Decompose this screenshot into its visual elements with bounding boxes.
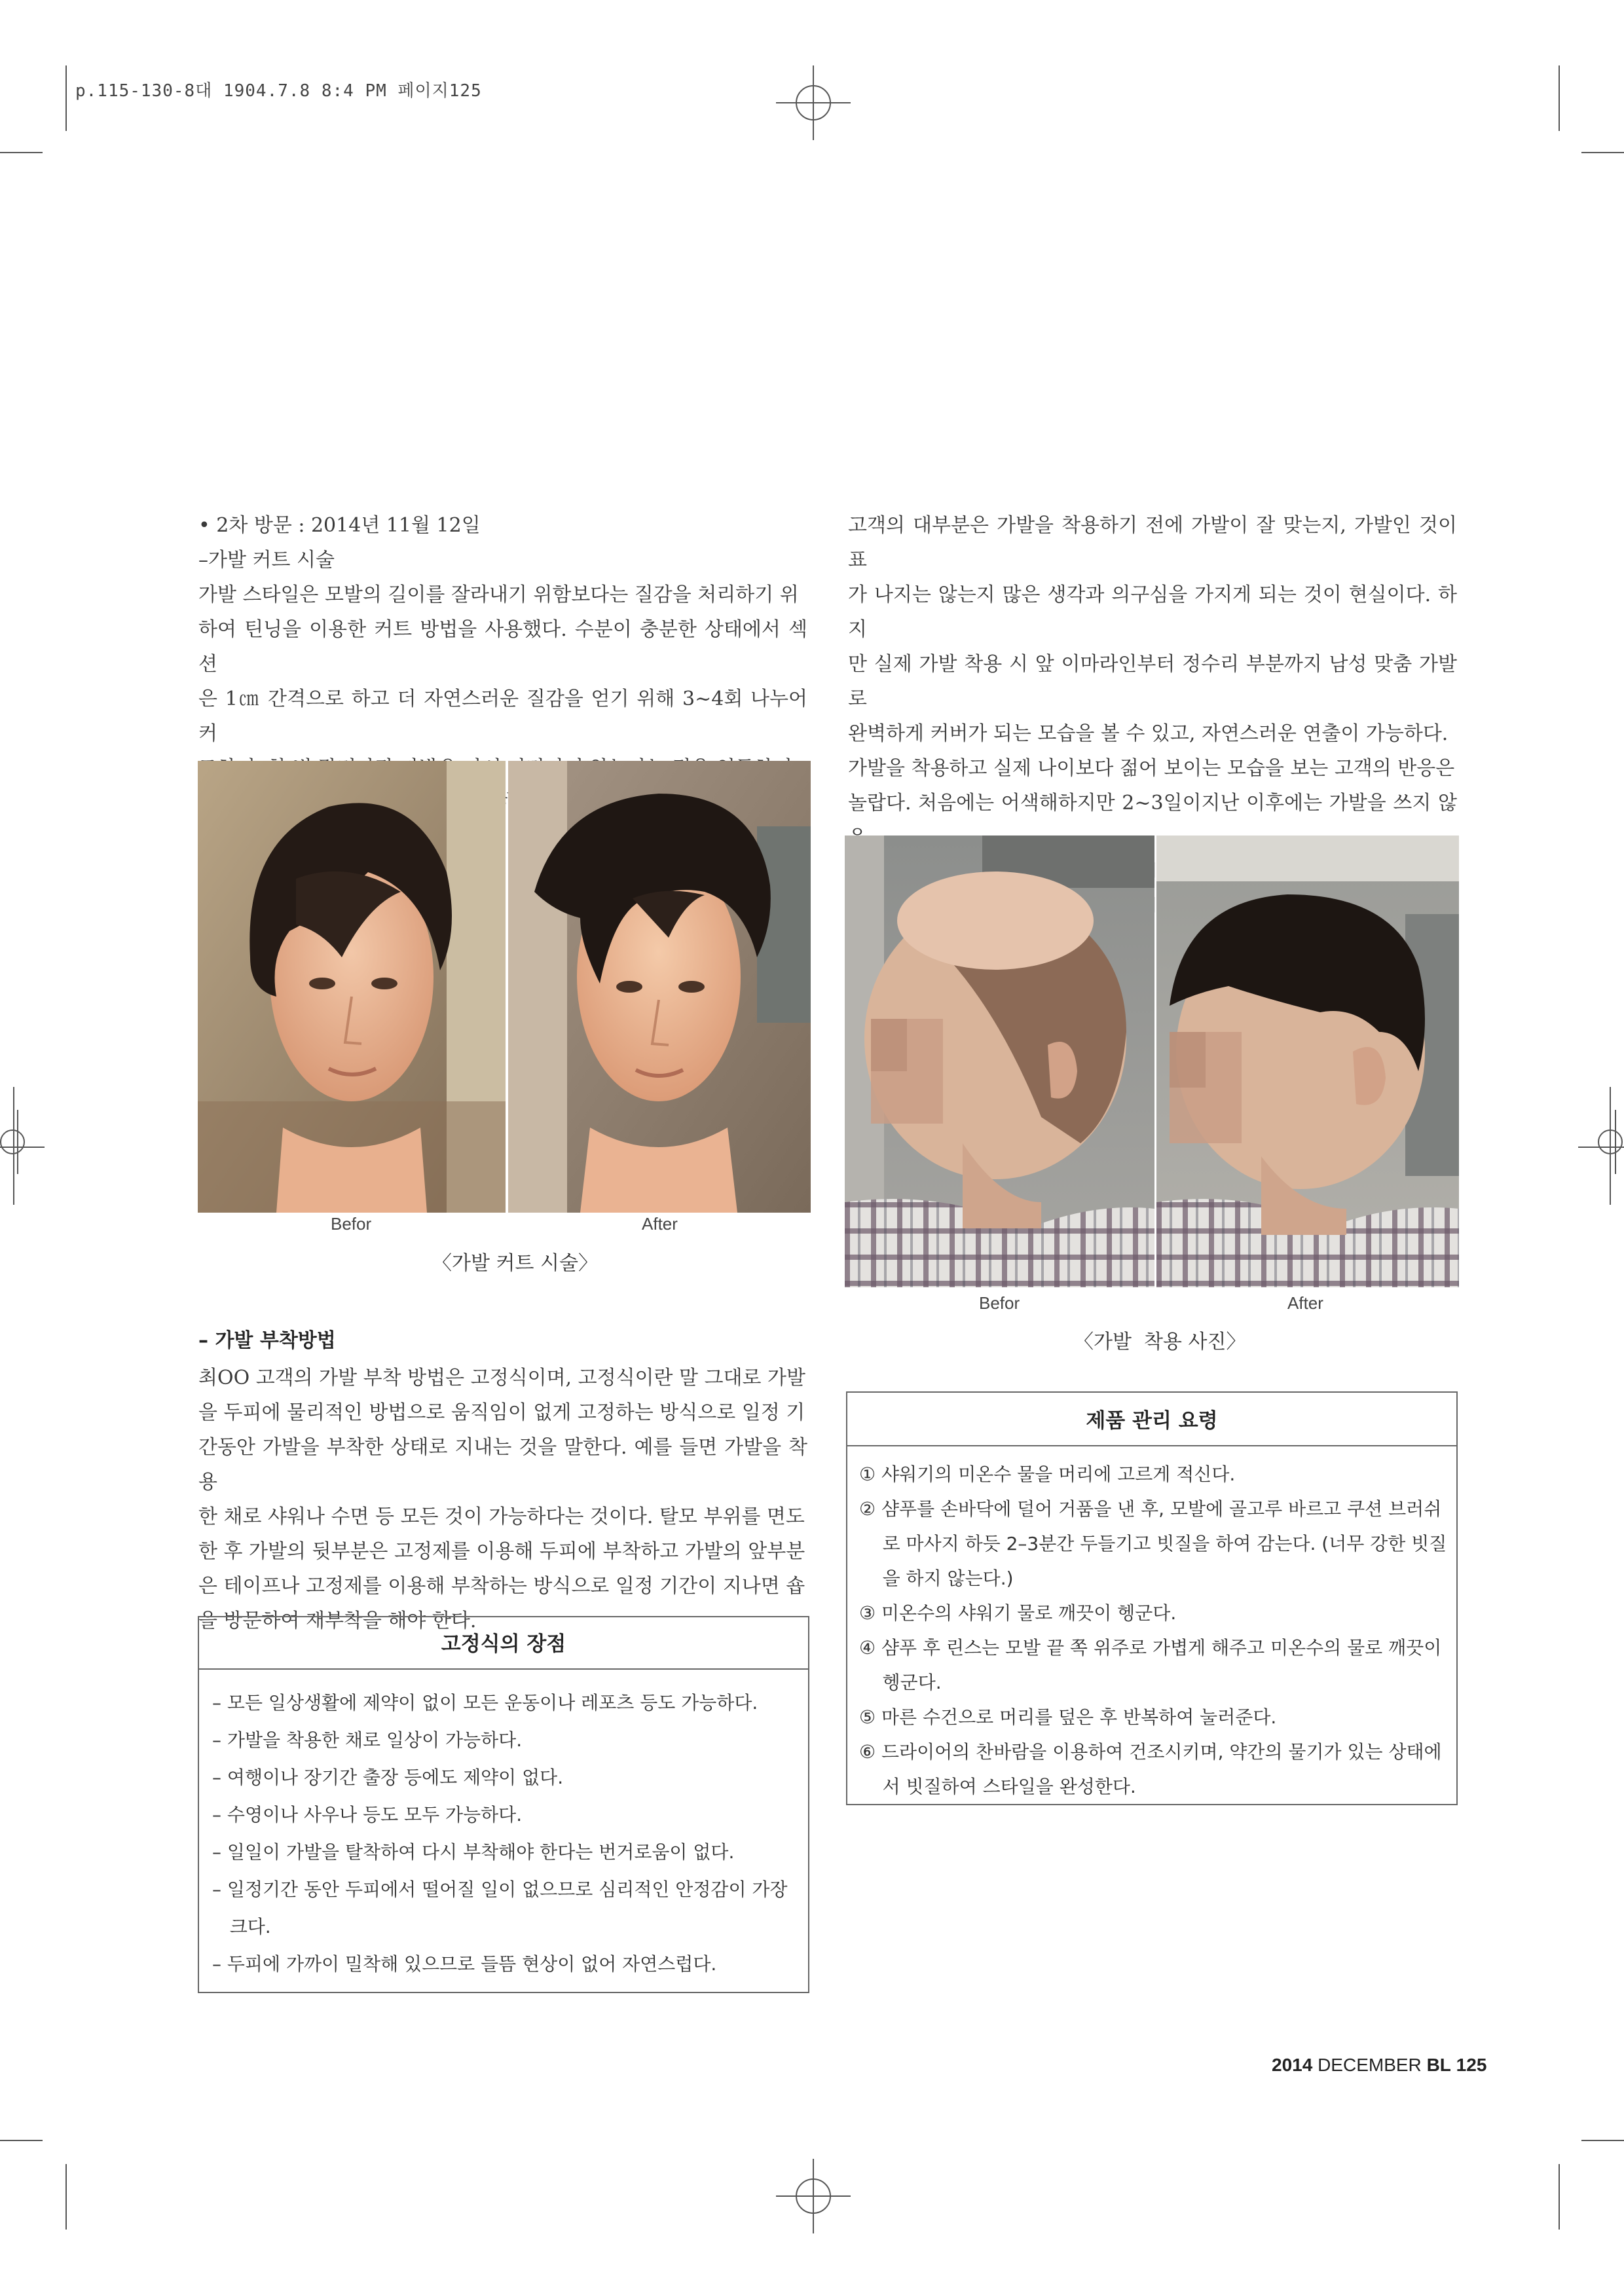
body-line: 가발을 착용하고 실제 나이보다 젊어 보이는 모습을 보는 고객의 반응은 xyxy=(848,757,1455,780)
list-item: – 수영이나 사우나 등도 모두 가능하다. xyxy=(212,1804,523,1826)
crop-mark xyxy=(65,2164,67,2230)
figure2-after-label: After xyxy=(1287,1293,1323,1313)
figure2-caption: 〈가발 착용 사진〉 xyxy=(1074,1331,1246,1353)
list-item: – 일정기간 동안 두피에서 떨어질 일이 없으므로 심리적인 안정감이 가장 xyxy=(212,1879,788,1900)
body-line: 놀랍다. 처음에는 어색해하지만 2~3일이지난 이후에는 가발을 쓰지 않 xyxy=(848,792,1457,815)
list-item: ① 샤워기의 미온수 물을 머리에 고르게 적신다. xyxy=(859,1463,1236,1485)
footer-month: DECEMBER xyxy=(1318,2055,1422,2075)
body-line: 가 나지는 않는지 많은 생각과 의구심을 가지게 되는 것이 현실이다. 하지 xyxy=(848,583,1457,641)
body-line: 은 1㎝ 간격으로 하고 더 자연스러운 질감을 얻기 위해 3~4회 나누어 커 xyxy=(198,688,807,745)
list-item: ④ 샴푸 후 린스는 모발 끝 쪽 위주로 가볍게 해주고 미온수의 물로 깨끗이 xyxy=(859,1637,1442,1659)
body-line: 을 방문하여 재부착을 해야 한다. xyxy=(198,1609,477,1632)
body-line: 고객의 대부분은 가발을 착용하기 전에 가발이 잘 맞는지, 가발인 것이 표 xyxy=(848,514,1457,572)
body-line: 간동안 가발을 부착한 상태로 지내는 것을 말한다. 예를 들면 가발을 착용 xyxy=(198,1436,807,1494)
visit-bullet: • 2차 방문 : 2014년 11월 12일 xyxy=(198,514,481,537)
mannequin-before-photo xyxy=(198,761,506,1213)
advantages-list xyxy=(199,1670,808,1983)
body-line: 은 테이프나 고정제를 이용해 부착하는 방식으로 일정 기간이 지나면 숍 xyxy=(198,1575,805,1598)
page-number: 125 xyxy=(1456,2055,1487,2075)
list-item: – 여행이나 장기간 출장 등에도 제약이 없다. xyxy=(212,1767,564,1788)
crop-mark xyxy=(1581,2140,1624,2141)
care-steps-list xyxy=(847,1446,1456,1804)
registration-mark-icon xyxy=(1598,1129,1623,1154)
visit-subtitle: –가발 커트 시술 xyxy=(198,549,335,572)
attach-body xyxy=(198,1361,807,1638)
box-title: 고정식의 장점 xyxy=(199,1617,808,1670)
page-footer xyxy=(1272,2055,1486,2076)
registration-mark-icon xyxy=(0,1129,25,1154)
print-slug: p.115-130-8대 1904.7.8 8:4 PM 페이지125 xyxy=(75,81,482,101)
mannequin-after-photo xyxy=(508,761,811,1213)
list-item: – 두피에 가까이 밀착해 있으므로 들뜸 현상이 없어 자연스럽다. xyxy=(212,1953,717,1975)
figure1-before-label: Befor xyxy=(331,1214,372,1234)
registration-mark-icon xyxy=(796,85,831,120)
fixed-advantages-box xyxy=(198,1616,809,1993)
body-line: 을 두피에 물리적인 방법으로 움직임이 없게 고정하는 방식으로 일정 기 xyxy=(198,1401,805,1424)
list-item: 서 빗질하여 스타일을 완성한다. xyxy=(859,1776,1136,1797)
list-item: ③ 미온수의 샤워기 물로 깨끗이 헹군다. xyxy=(859,1602,1177,1624)
list-item: ② 샴푸를 손바닥에 덜어 거품을 낸 후, 모발에 골고루 바르고 쿠션 브러쉬 xyxy=(859,1498,1442,1520)
list-item: – 일일이 가발을 탈착하여 다시 부착해야 한다는 번거로움이 없다. xyxy=(212,1841,735,1863)
list-item: – 가발을 착용한 채로 일상이 가능하다. xyxy=(212,1729,523,1751)
crop-mark xyxy=(1581,152,1624,153)
list-item: – 모든 일상생활에 제약이 없이 모든 운동이나 레포츠 등도 가능하다. xyxy=(212,1692,758,1714)
crop-mark xyxy=(1559,65,1560,131)
body-line: 최OO 고객의 가발 부착 방법은 고정식이며, 고정식이란 말 그대로 가발 xyxy=(198,1367,806,1389)
body-line: 하여 틴닝을 이용한 커트 방법을 사용했다. 수분이 충분한 상태에서 섹션 xyxy=(198,618,807,676)
list-item: 로 마사지 하듯 2–3분간 두들기고 빗질을 하여 감는다. (너무 강한 빗질 xyxy=(859,1533,1447,1554)
list-item: ⑤ 마른 수건으로 머리를 덮은 후 반복하여 눌러준다. xyxy=(859,1706,1277,1728)
client-before-photo xyxy=(845,835,1154,1287)
body-line: 완벽하게 커버가 되는 모습을 볼 수 있고, 자연스러운 연출이 가능하다. xyxy=(848,722,1449,745)
figure2-before-label: Befor xyxy=(979,1293,1020,1313)
list-item: 크다. xyxy=(212,1916,271,1937)
footer-magazine: BL xyxy=(1426,2055,1451,2075)
body-line: 한 후 가발의 뒷부분은 고정제를 이용해 두피에 부착하고 가발의 앞부분 xyxy=(198,1540,805,1563)
client-after-photo xyxy=(1156,835,1459,1287)
list-item: 을 하지 않는다.) xyxy=(859,1568,1014,1589)
footer-year: 2014 xyxy=(1272,2055,1313,2075)
figure1-after-label: After xyxy=(642,1214,678,1234)
registration-mark-icon xyxy=(796,2178,831,2214)
body-line: 만 실제 가발 착용 시 앞 이마라인부터 정수리 부분까지 남성 맞춤 가발로 xyxy=(848,653,1457,710)
body-line: 가발 스타일은 모발의 길이를 잘라내기 위함보다는 질감을 처리하기 위 xyxy=(198,583,799,606)
list-item: 헹군다. xyxy=(859,1672,942,1693)
list-item: ⑥ 드라이어의 찬바람을 이용하여 건조시키며, 약간의 물기가 있는 상태에 xyxy=(859,1741,1442,1763)
crop-mark xyxy=(1559,2164,1560,2230)
product-care-box xyxy=(846,1391,1458,1805)
figure1-caption: 〈가발 커트 시술〉 xyxy=(432,1252,598,1275)
crop-mark xyxy=(0,2140,43,2141)
crop-mark xyxy=(65,65,67,131)
box-title: 제품 관리 요령 xyxy=(847,1393,1456,1446)
crop-mark xyxy=(0,152,43,153)
body-line: 한 채로 샤워나 수면 등 모든 것이 가능하다는 것이다. 탈모 부위를 면도 xyxy=(198,1505,805,1528)
attach-heading: – 가발 부착방법 xyxy=(198,1329,336,1352)
